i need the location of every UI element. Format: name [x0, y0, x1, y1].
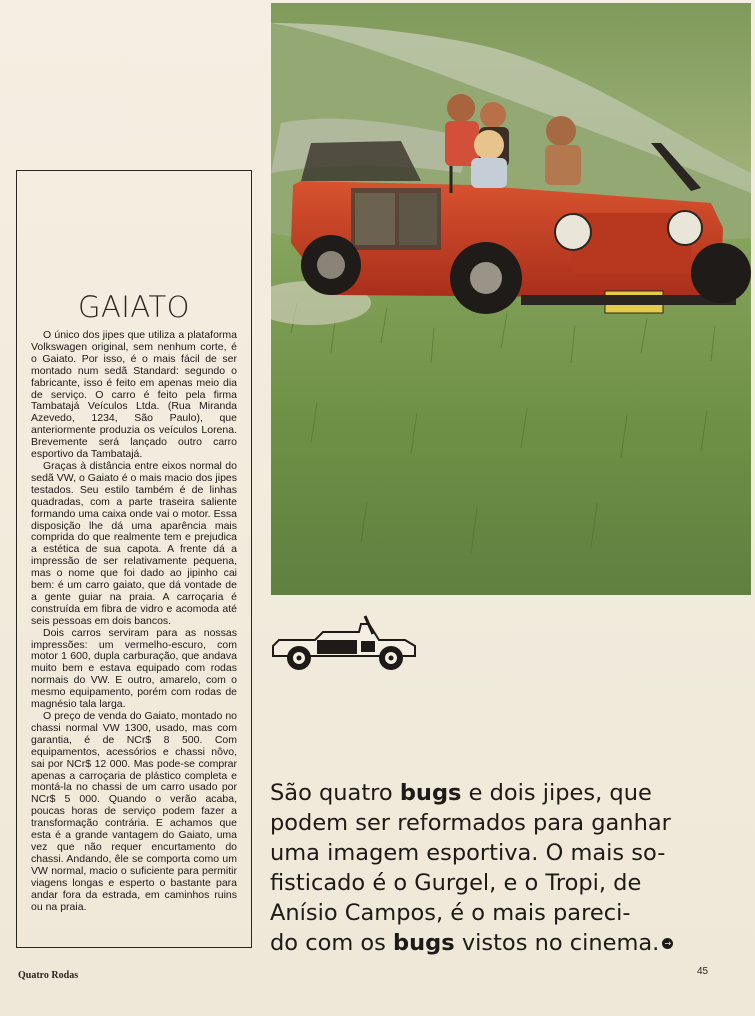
article-title: GAIATO: [78, 290, 190, 324]
headline-line: [270, 928, 722, 958]
article-paragraph: Graças à distância entre eixos normal do sedã VW, o Gaiato é o mais macio dos jipes testados. Seu estilo também é de linhas quadradas, com a parte traseira saliente formando uma caixa onde vai o motor. Essa disposição lhe dá uma aparência mais comprida do que realmente tem e prejudica a estética de sua capota. A frente dá a impressão de ser relativamente pequena, mas o nome que foi dado ao jipinho cai bem: é um carro gaiato, que dá vontade de a gente guiar na praia. A carroçaria é construída em fibra de vidro e acomoda até seis pessoas em dois bancos.: [31, 459, 237, 627]
headline-text: vistos no cinema.: [454, 930, 660, 956]
article-paragraph: O preço de venda do Gaiato, montado no chassi normal VW 1300, usado, mas com garantia, é de NCr$ 8 500. Com equipamentos, acessórios e chassi nôvo, sai por NCr$ 12 000. Mas pode-se comprar apenas a carroçaria de plástico completa e montá-la no chassi de um carro usado por NCr$ 5 000. Quando o verão acaba, poucas horas de serviço podem fazer a transformação contrária. E achamos que esta é a grande vantagem do Gaiato, uma vez que não requer encurtamento do chassi. Andando, êle se comporta como um VW normal, macio o suficiente para permitir viagens longas e esperto o bastante para andar fora da estrada, em caminhos ruins ou na praia.: [31, 710, 237, 913]
headline-text: fisticado é o Gurgel, e o Tropi, de: [270, 870, 642, 896]
headline-text: e dois jipes, que: [461, 780, 652, 806]
article-box: [16, 170, 252, 948]
headline-line: [270, 778, 722, 808]
headline-text: uma imagem esportiva. O mais so-: [270, 840, 666, 866]
article-body: [31, 330, 237, 913]
jeep-silhouette-icon: [269, 610, 419, 674]
headline-text: São quatro: [270, 780, 400, 806]
headline-bold-text: bugs: [399, 780, 462, 806]
headline-bold-text: bugs: [393, 930, 455, 956]
headline-text: podem ser reformados para ganhar: [270, 810, 671, 836]
jeep-photo: [271, 3, 751, 595]
headline-text: Anísio Campos, é o mais pareci-: [270, 900, 631, 926]
headline-line: [270, 898, 722, 928]
magazine-name: Quatro Rodas: [18, 970, 79, 981]
headline-line: [270, 868, 722, 898]
headline-line: [270, 838, 722, 868]
article-paragraph: Dois carros serviram para as nossas impressões: um vermelho-escuro, com motor 1 600, dupla carburação, que andava muito bem e estava equipado com rodas normais do VW. E outro, amarelo, com o mesmo equipamento, porém com rodas de magnésio tala larga.: [31, 626, 237, 711]
article-paragraph: O único dos jipes que utiliza a plataforma Volkswagen original, sem nenhum corte, é o Gaiato. Por isso, é o mais fácil de ser montado num sedã Standard: segundo o fabricante, isso é feito em apenas meio dia de serviço. O carro é feito pela firma Tambatajá Veículos Ltda. (Rua Miranda Azevedo, 1234, São Paulo), que anteriormente produzia os veículos Lorena. Brevemente será lançado outro carro esportivo da Tambatajá.: [31, 329, 237, 461]
headline: [270, 778, 722, 958]
page-number: 45: [697, 966, 709, 977]
headline-line: [270, 808, 722, 838]
headline-text: do com os: [270, 930, 394, 956]
jeep-photo-illustration: [271, 3, 751, 595]
arrow-right-circle-icon: →: [662, 938, 673, 949]
